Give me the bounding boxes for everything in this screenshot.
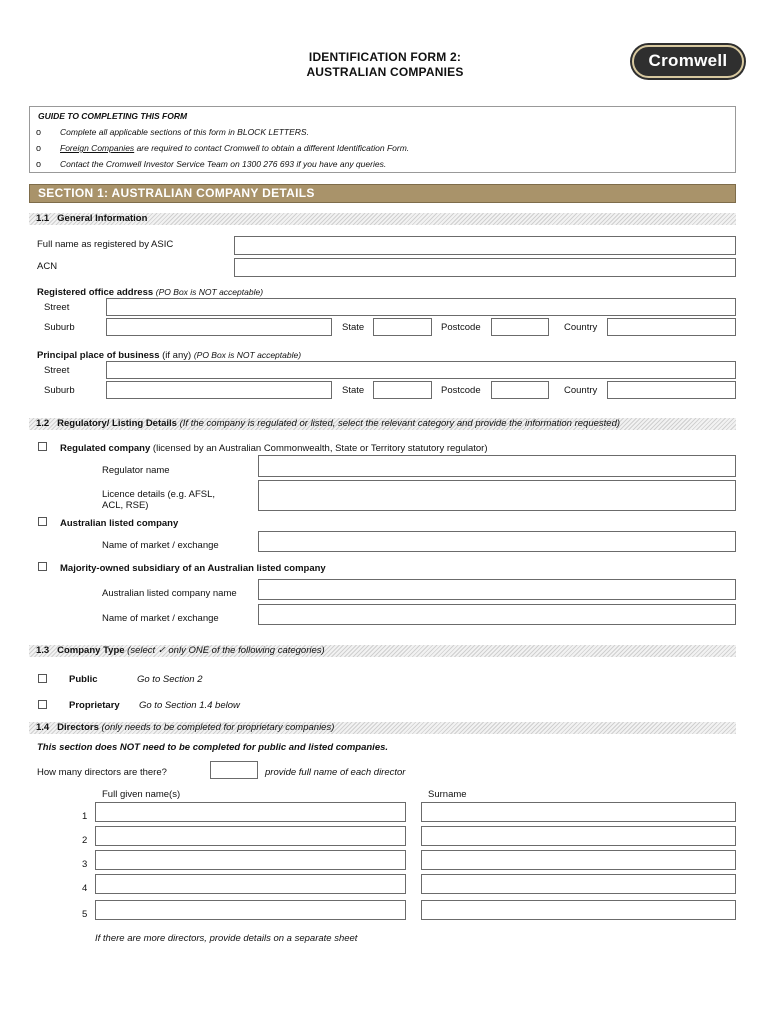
director-3-given-input[interactable]	[95, 850, 406, 870]
reg-country-input[interactable]	[607, 318, 736, 336]
foreign-companies-link-text: Foreign Companies	[60, 143, 135, 153]
aus-listed-name-label: Australian listed company name	[102, 588, 237, 599]
provide-names-note: provide full name of each director	[265, 767, 406, 778]
market-input[interactable]	[258, 531, 736, 552]
director-4-surname-input[interactable]	[421, 874, 736, 894]
principal-ifany: (if any)	[162, 350, 192, 361]
director-1-given-input[interactable]	[95, 802, 406, 822]
surname-header: Surname	[428, 789, 467, 800]
pp-suburb-label: Suburb	[44, 385, 75, 396]
regulated-company-checkbox[interactable]	[38, 442, 47, 451]
licence-label-1: Licence details (e.g. AFSL,	[102, 489, 216, 500]
guide-item-2	[60, 143, 409, 153]
how-many-directors-label: How many directors are there?	[37, 767, 167, 778]
reg-postcode-input[interactable]	[491, 318, 549, 336]
s12-num: 1.2	[36, 418, 50, 429]
pp-street-input[interactable]	[106, 361, 736, 379]
guide-title: GUIDE TO COMPLETING THIS FORM	[38, 111, 188, 121]
subsection-1-2-header	[29, 418, 736, 430]
s12-note: (If the company is regulated or listed, select the relevant category and provide the information requested)	[179, 418, 621, 429]
bullet-2: o	[36, 143, 42, 153]
pp-postcode-input[interactable]	[491, 381, 549, 399]
principal-label: Principal place of business	[37, 350, 160, 361]
subsection-1-1-header	[29, 213, 736, 225]
licence-details-input[interactable]	[258, 480, 736, 511]
pp-country-input[interactable]	[607, 381, 736, 399]
section-1-banner: SECTION 1: AUSTRALIAN COMPANY DETAILS	[29, 184, 736, 203]
reg-postcode-label: Postcode	[441, 322, 481, 333]
reg-street-label: Street	[44, 302, 70, 313]
subsidiary-checkbox[interactable]	[38, 562, 47, 571]
given-names-header: Full given name(s)	[102, 789, 181, 800]
more-directors-note: If there are more directors, provide details on a separate sheet	[95, 933, 358, 944]
subsidiary-label: Majority-owned subsidiary of an Australian listed company	[60, 563, 326, 574]
reg-street-input[interactable]	[106, 298, 736, 316]
licence-label-2: ACL, RSE)	[102, 500, 149, 511]
full-name-label: Full name as registered by ASIC	[37, 239, 174, 250]
s14-title: Directors	[57, 722, 99, 733]
market-input-2[interactable]	[258, 604, 736, 625]
market-label-2: Name of market / exchange	[102, 613, 219, 624]
s12-title: Regulatory/ Listing Details	[57, 418, 177, 429]
market-label: Name of market / exchange	[102, 540, 219, 551]
guide-item-1: Complete all applicable sections of this form in BLOCK LETTERS.	[60, 127, 309, 137]
subsection-1-4-header	[29, 722, 736, 734]
guide-item-2-text: are required to contact Cromwell to obtain a different Identification Form.	[136, 143, 410, 153]
pp-street-label: Street	[44, 365, 70, 376]
regulated-note: (licensed by an Australian Commonwealth, State or Territory statutory regulator)	[152, 443, 488, 454]
director-3-surname-input[interactable]	[421, 850, 736, 870]
director-row-number: 4	[82, 883, 88, 894]
director-1-surname-input[interactable]	[421, 802, 736, 822]
bullet-3: o	[36, 159, 42, 169]
director-row-number: 1	[82, 811, 88, 822]
listed-company-checkbox[interactable]	[38, 517, 47, 526]
reg-country-label: Country	[564, 322, 598, 333]
director-2-given-input[interactable]	[95, 826, 406, 846]
pp-state-label: State	[342, 385, 365, 396]
guide-box	[29, 106, 736, 173]
regulated-label: Regulated company	[60, 443, 151, 454]
public-label: Public	[69, 674, 98, 685]
acn-input[interactable]	[234, 258, 736, 277]
subsection-1-3-header	[29, 645, 736, 657]
s14-num: 1.4	[36, 722, 50, 733]
reg-office-label: Registered office address	[37, 287, 154, 298]
director-5-given-input[interactable]	[95, 900, 406, 920]
proprietary-goto: Go to Section 1.4 below	[139, 700, 240, 711]
logo-text: Cromwell	[648, 51, 728, 70]
regulator-name-input[interactable]	[258, 455, 736, 477]
guide-item-3: Contact the Cromwell Investor Service Team on 1300 276 693 if you have any queries.	[60, 159, 387, 169]
s11-title: General Information	[57, 213, 148, 224]
director-5-surname-input[interactable]	[421, 900, 736, 920]
reg-suburb-label: Suburb	[44, 322, 75, 333]
s14-warning: This section does NOT need to be completed for public and listed companies.	[37, 742, 389, 753]
director-row-number: 3	[82, 859, 88, 870]
form-title-line1: IDENTIFICATION FORM 2:	[308, 50, 462, 64]
regulator-name-label: Regulator name	[102, 465, 170, 476]
director-row-number: 2	[82, 835, 88, 846]
reg-suburb-input[interactable]	[106, 318, 332, 336]
director-2-surname-input[interactable]	[421, 826, 736, 846]
form-title-line2: AUSTRALIAN COMPANIES	[306, 65, 464, 79]
pp-country-label: Country	[564, 385, 598, 396]
principal-place-heading	[37, 350, 301, 361]
public-goto: Go to Section 2	[137, 674, 203, 685]
full-name-input[interactable]	[234, 236, 736, 255]
s13-num: 1.3	[36, 645, 50, 656]
registered-office-heading	[37, 287, 263, 298]
proprietary-label: Proprietary	[69, 700, 120, 711]
pp-postcode-label: Postcode	[441, 385, 481, 396]
s13-title: Company Type	[57, 645, 125, 656]
principal-note: (PO Box is NOT acceptable)	[193, 350, 302, 360]
pp-suburb-input[interactable]	[106, 381, 332, 399]
cromwell-logo	[632, 45, 744, 78]
director-count-input[interactable]	[210, 761, 258, 779]
pp-state-input[interactable]	[373, 381, 432, 399]
listed-company-label: Australian listed company	[60, 518, 179, 529]
proprietary-checkbox[interactable]	[38, 700, 47, 709]
regulated-company-row	[60, 443, 488, 454]
s13-note: (select ✓ only ONE of the following categories)	[127, 645, 325, 656]
reg-state-label: State	[342, 322, 365, 333]
acn-label: ACN	[37, 261, 58, 272]
director-4-given-input[interactable]	[95, 874, 406, 894]
reg-office-note: (PO Box is NOT acceptable)	[155, 287, 264, 297]
s14-note: (only needs to be completed for proprietary companies)	[101, 722, 335, 733]
director-row-number: 5	[82, 909, 88, 920]
public-checkbox[interactable]	[38, 674, 47, 683]
s11-num: 1.1	[36, 213, 50, 224]
aus-listed-name-input[interactable]	[258, 579, 736, 600]
reg-state-input[interactable]	[373, 318, 432, 336]
bullet-1: o	[36, 127, 42, 137]
